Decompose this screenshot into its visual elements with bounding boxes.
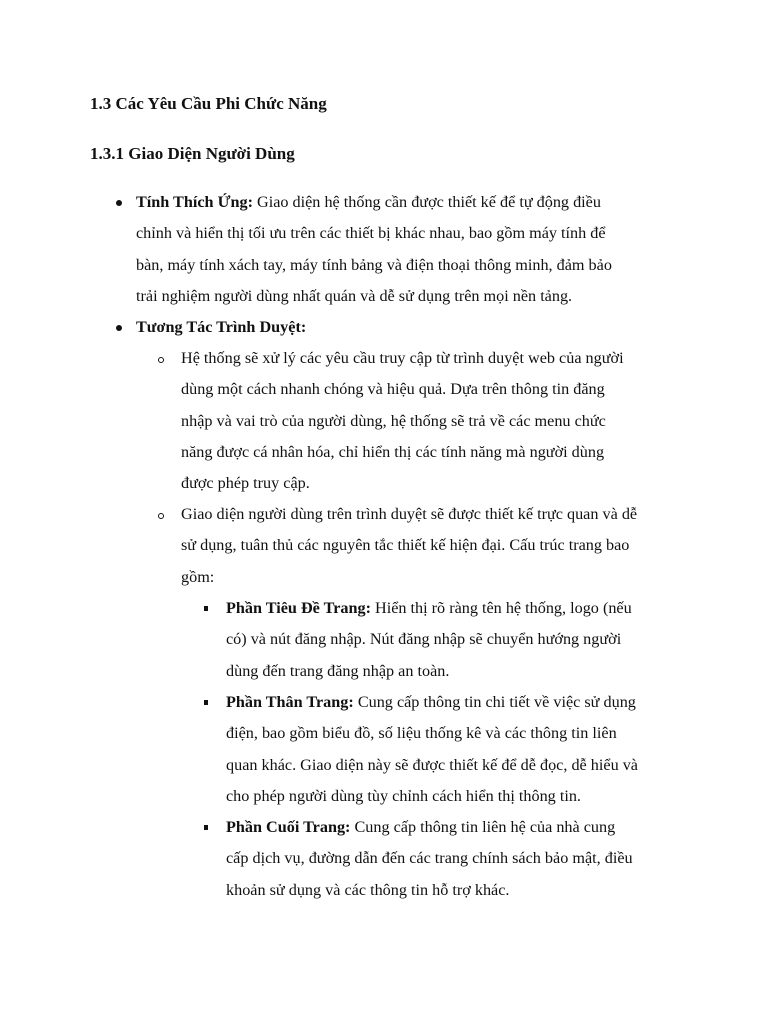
part-text: Hiển thị rõ ràng tên hệ thống, logo (nếu [370,599,632,617]
part-page-body [226,687,638,812]
bullet-disc [116,200,122,206]
sub-item-line: nhập và vai trò của người dùng, hệ thống sẽ trả về các menu chức [181,411,606,430]
sub-item-line: được phép truy cập. [181,474,310,493]
bullet-disc [116,325,122,331]
part-line: khoản sử dụng và các thông tin hỗ trợ khác. [226,880,510,899]
part-label: Phần Cuối Trang: [226,818,351,836]
sub-item-line: Giao diện người dùng trên trình duyệt sẽ được thiết kế trực quan và dễ [181,505,638,523]
bullet-circle [158,357,164,363]
list-item-browser-interaction [136,312,306,343]
list-item-line: bàn, máy tính xách tay, máy tính bảng và điện thoại thông minh, đảm bảo [136,255,612,274]
sub-item-line: gồm: [181,567,215,586]
sub-item-request-handling [181,343,624,499]
part-label: Phần Thân Trang: [226,693,354,711]
part-line [226,687,638,718]
list-item-line: trải nghiệm người dùng nhất quán và dễ sử dụng trên mọi nền tảng. [136,286,573,305]
part-line: điện, bao gồm biểu đồ, số liệu thống kê và các thông tin liên [226,724,617,743]
bullet-square [204,606,208,611]
part-page-header [226,593,632,687]
part-text: Cung cấp thông tin chi tiết về việc sử dụng [353,693,636,711]
part-line: cấp dịch vụ, đường dẫn đến các trang chính sách bảo mật, điều [226,849,633,868]
part-label: Phần Tiêu Đề Trang: [226,599,371,617]
bullet-square [204,825,208,830]
part-line: cho phép người dùng tùy chỉnh cách hiển thị thông tin. [226,786,581,805]
list-item-text: Giao diện hệ thống cần được thiết kế để tự động điều [252,193,601,211]
bullet-square [204,700,208,705]
sub-item-line: năng được cá nhân hóa, chỉ hiển thị các tính năng mà người dùng [181,442,605,461]
subsection-title: 1.3.1 Giao Diện Người Dùng [90,144,295,163]
part-text: Cung cấp thông tin liên hệ của nhà cung [350,818,616,836]
list-item-label: Tính Thích Ứng: [136,193,253,211]
part-line: quan khác. Giao diện này sẽ được thiết kế để dễ đọc, dễ hiểu và [226,755,638,774]
part-line: có) và nút đăng nhập. Nút đăng nhập sẽ chuyển hướng người [226,630,622,649]
sub-item-line: dùng một cách nhanh chóng và hiệu quả. Dựa trên thông tin đăng [181,380,605,399]
part-page-footer [226,812,633,906]
list-item-label: Tương Tác Trình Duyệt: [136,318,307,336]
list-item-line [136,187,612,218]
part-line: dùng đến trang đăng nhập an toàn. [226,661,450,680]
list-item-line: chỉnh và hiển thị tối ưu trên các thiết bị khác nhau, bao gồm máy tính để [136,224,606,243]
sub-item-browser-ui [181,499,637,593]
sub-item-line: sử dụng, tuân thủ các nguyên tắc thiết kế hiện đại. Cấu trúc trang bao [181,536,630,555]
sub-item-line: Hệ thống sẽ xử lý các yêu cầu truy cập từ trình duyệt web của người [181,349,624,367]
part-line [226,812,633,843]
list-item-adaptability [136,187,612,312]
part-line [226,593,632,624]
bullet-circle [158,513,164,519]
section-title: 1.3 Các Yêu Cầu Phi Chức Năng [90,94,327,113]
